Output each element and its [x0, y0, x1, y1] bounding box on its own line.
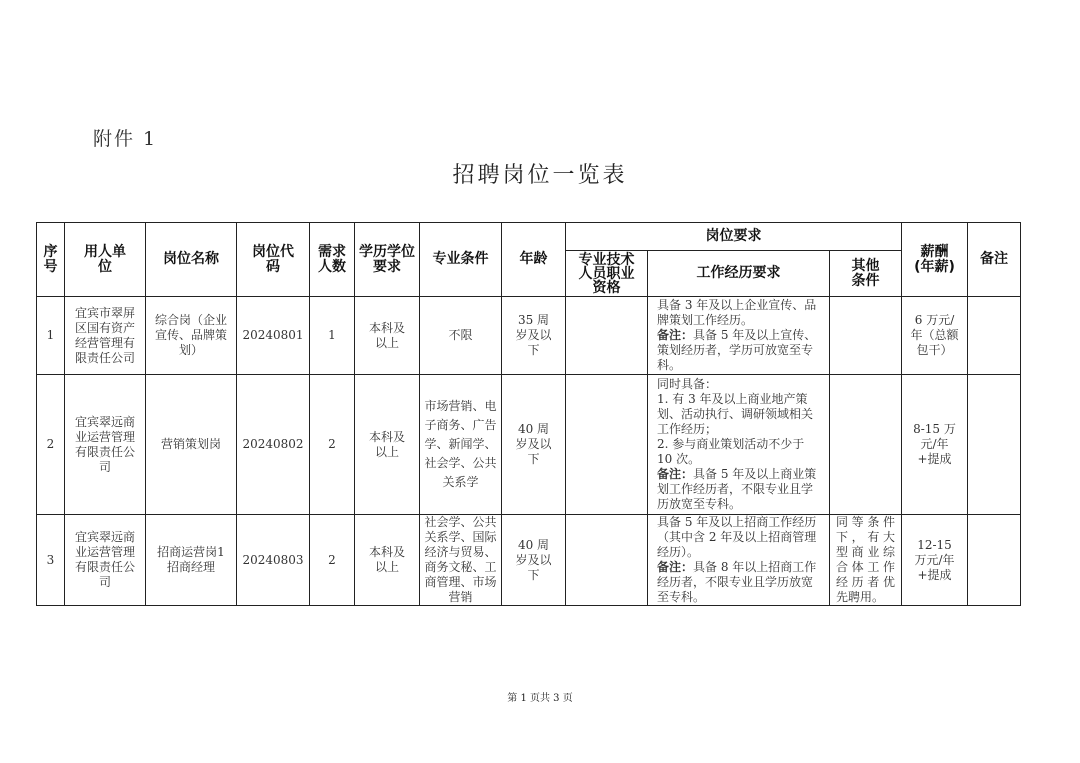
cell-age: 40 周岁及以下 — [502, 515, 566, 606]
experience-line: 同时具备： — [657, 377, 718, 391]
cell-age: 40 周岁及以下 — [502, 375, 566, 515]
header-position-name: 岗位名称 — [146, 223, 237, 297]
experience-line: 2. 参与商业策划活动不少于 10 次。 — [657, 437, 805, 466]
header-seq: 序号 — [37, 223, 65, 297]
cell-major: 社会学、公共关系学、国际经济与贸易、商务文秘、工商管理、市场营销 — [420, 515, 502, 606]
cell-salary: 8-15 万元/年+提成 — [902, 375, 968, 515]
cell-position-code: 20240802 — [237, 375, 310, 515]
attachment-label: 附件 1 — [93, 128, 158, 150]
cell-experience — [648, 515, 830, 606]
note-label: 备注： — [657, 328, 694, 342]
header-headcount: 需求人数 — [310, 223, 355, 297]
header-other: 其他条件 — [830, 251, 902, 297]
table-row — [37, 375, 1021, 515]
cell-experience — [648, 375, 830, 515]
header-position-code: 岗位代码 — [237, 223, 310, 297]
experience-line: 具备 3 年及以上企业宣传、品牌策划工作经历。 — [657, 298, 817, 327]
cell-remark — [968, 515, 1021, 606]
header-experience: 工作经历要求 — [648, 251, 830, 297]
cell-other — [830, 375, 902, 515]
header-major: 专业条件 — [420, 223, 502, 297]
cell-education: 本科及以上 — [355, 297, 420, 375]
experience-note — [657, 467, 823, 512]
header-remark: 备注 — [968, 223, 1021, 297]
table-row — [37, 515, 1021, 606]
cell-major: 市场营销、电子商务、广告学、新闻学、社会学、公共关系学 — [420, 375, 502, 515]
cell-headcount: 2 — [310, 375, 355, 515]
cell-salary: 6 万元/年（总额包干） — [902, 297, 968, 375]
note-label: 备注： — [657, 560, 694, 574]
cell-position-name: 营销策划岗 — [146, 375, 237, 515]
note-text: 具备 5 年及以上商业策划工作经历者，不限专业且学历放宽至专科。 — [657, 467, 817, 511]
cell-position-name: 招商运营岗1招商经理 — [146, 515, 237, 606]
cell-major: 不限 — [420, 297, 502, 375]
cell-seq: 2 — [37, 375, 65, 515]
experience-line: 具备 5 年及以上招商工作经历（其中含 2 年及以上招商管理经历）。 — [657, 515, 817, 559]
note-text: 具备 8 年以上招商工作经历者，不限专业且学历放宽至专科。 — [657, 560, 817, 604]
cell-headcount: 2 — [310, 515, 355, 606]
recruitment-table — [36, 222, 1021, 606]
cell-other: 同等条件下，有大型商业综合体工作经历者优先聘用。 — [830, 515, 902, 606]
header-education: 学历学位要求 — [355, 223, 420, 297]
cell-education: 本科及以上 — [355, 375, 420, 515]
header-salary: 薪酬(年薪) — [902, 223, 968, 297]
cell-remark — [968, 375, 1021, 515]
cell-qualification — [566, 375, 648, 515]
cell-education: 本科及以上 — [355, 515, 420, 606]
note-text: 具备 5 年及以上宣传、策划经历者，学历可放宽至专科。 — [657, 328, 817, 372]
experience-note — [657, 560, 823, 605]
experience-line: 1. 有 3 年及以上商业地产策划、活动执行、调研领域相关工作经历； — [657, 392, 814, 436]
header-unit: 用人单位 — [65, 223, 146, 297]
cell-seq: 1 — [37, 297, 65, 375]
cell-experience — [648, 297, 830, 375]
header-requirements-group: 岗位要求 — [566, 223, 902, 251]
cell-position-name: 综合岗（企业宣传、品牌策划） — [146, 297, 237, 375]
page-footer: 第 1 页共 3 页 — [507, 693, 573, 704]
note-label: 备注： — [657, 467, 694, 481]
experience-note — [657, 328, 823, 373]
cell-unit: 宜宾翠远商业运营管理有限责任公司 — [65, 375, 146, 515]
cell-position-code: 20240801 — [237, 297, 310, 375]
table-row — [37, 297, 1021, 375]
cell-qualification — [566, 297, 648, 375]
header-age: 年龄 — [502, 223, 566, 297]
cell-qualification — [566, 515, 648, 606]
header-qualification: 专业技术人员职业资格 — [566, 251, 648, 297]
cell-salary: 12-15 万元/年+提成 — [902, 515, 968, 606]
cell-unit: 宜宾翠远商业运营管理有限责任公司 — [65, 515, 146, 606]
cell-age: 35 周岁及以下 — [502, 297, 566, 375]
cell-unit: 宜宾市翠屏区国有资产经营管理有限责任公司 — [65, 297, 146, 375]
cell-position-code: 20240803 — [237, 515, 310, 606]
page-title: 招聘岗位一览表 — [452, 163, 628, 188]
cell-headcount: 1 — [310, 297, 355, 375]
cell-seq: 3 — [37, 515, 65, 606]
cell-other — [830, 297, 902, 375]
cell-remark — [968, 297, 1021, 375]
